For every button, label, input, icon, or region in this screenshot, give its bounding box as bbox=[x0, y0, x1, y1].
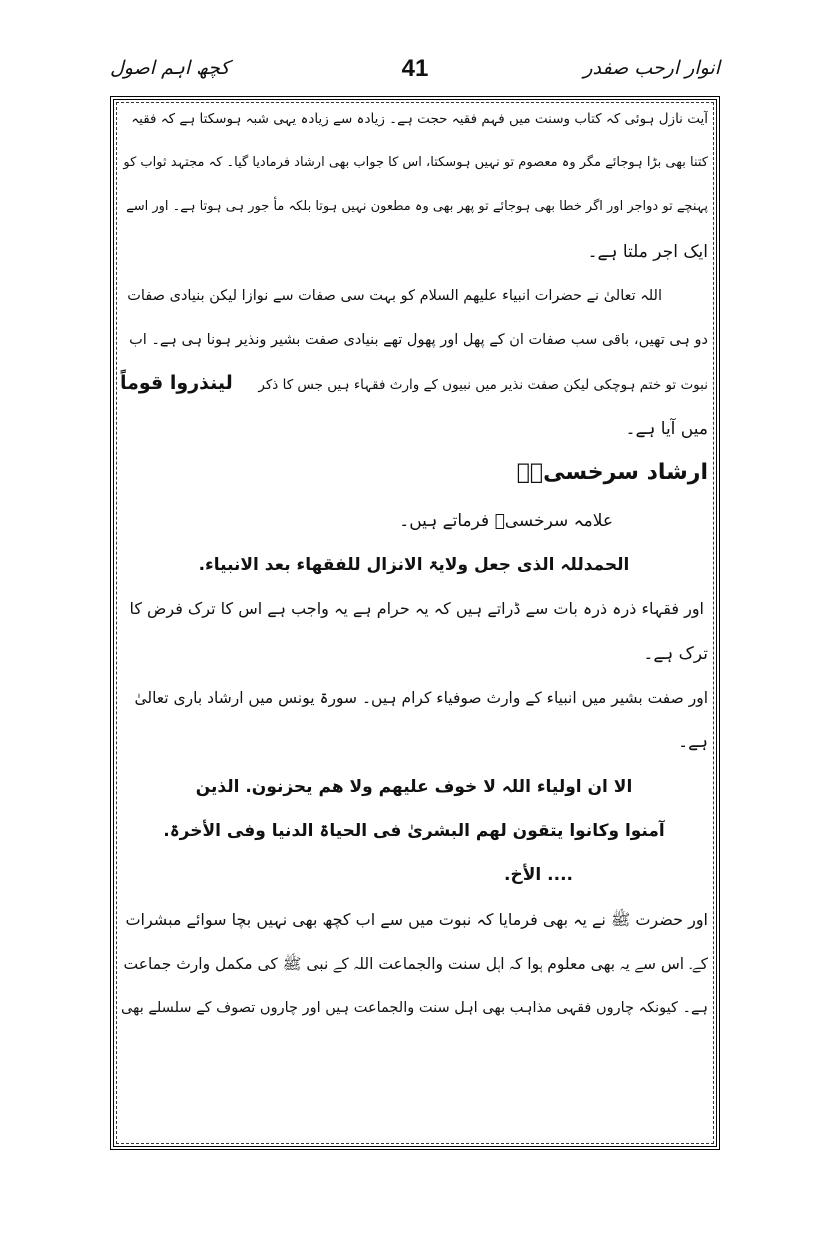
section-heading: ارشاد سرخسیؒ۔ bbox=[516, 460, 708, 485]
arabic-quote: آمنوا وکانوا یتقون لھم البشریٰ فی الحیاۃ الدنیا وفی الأخرۃ. bbox=[163, 821, 665, 841]
text-line: نبوت تو ختم ہوچکی لیکن صفت نذیر میں نبیوں کے وارث فقہاء ہیں جس کا ذکر bbox=[258, 377, 708, 393]
text-line: اللہ تعالیٰ نے حضرات انبیاء علیھم السلام کو بہت سی صفات سے نوازا لیکن بنیادی صفات bbox=[127, 288, 662, 304]
text-line: ترک ہے۔ bbox=[643, 644, 708, 664]
chapter-title: کچھ اہم اصول bbox=[110, 57, 230, 79]
text-line: میں آیا ہے۔ bbox=[625, 419, 708, 439]
page-body bbox=[120, 102, 708, 1138]
text-line: کے۔ اس سے یہ بھی معلوم ہوا کہ اہل سنت والجماعت اللہ کے نبی ﷺ کی مکمل وارث جماعت bbox=[123, 955, 708, 973]
text-line: آیت نازل ہوئی کہ کتاب وسنت میں فہم فقیہ حجت ہے۔ زیادہ سے زیادہ یہی شبہ ہوسکتا ہے کہ فقیہ bbox=[131, 111, 708, 127]
text-line: ایک اجر ملتا ہے۔ bbox=[587, 242, 708, 262]
arabic-quote: الحمدللہ الذی جعل ولایۃ الانزال للفقھاء بعد الانبیاء. bbox=[198, 555, 630, 575]
text-line: دو ہی تھیں، باقی سب صفات ان کے پھل اور پھول تھے بنیادی صفت بشیر ونذیر ہونا ہی ہے۔ اب bbox=[129, 332, 708, 348]
text-line: اور حضرت ﷺ نے یہ بھی فرمایا کہ نبوت میں سے اب کچھ بھی نہیں بچا سوائے مبشرات bbox=[125, 910, 708, 929]
text-line: علامہ سرخسیؒ فرماتے ہیں۔ bbox=[399, 511, 613, 531]
text-line: ہے۔ bbox=[678, 732, 708, 752]
page-header bbox=[110, 55, 720, 95]
text-line: ہے۔ کیونکہ چاروں فقہی مذاہب بھی اہل سنت والجماعت ہیں اور چاروں تصوف کے سلسلے بھی bbox=[120, 1000, 708, 1016]
text-line: کتنا بھی بڑا ہوجائے مگر وہ معصوم تو نہیں ہوسکتا، اس کا جواب بھی ارشاد فرمادیا گیا۔ کہ مجتہد ثواب کو bbox=[123, 155, 708, 170]
book-title: انوار ارحب صفدر bbox=[583, 57, 720, 79]
arabic-quote: .... الأخ. bbox=[504, 865, 573, 885]
text-line: پہنچے تو دواجر اور اگر خطا بھی ہوجائے تو پھر بھی وہ مطعون نہیں ہوتا بلکہ مأ جور ہی ہوتا ہے۔ اور اسے bbox=[126, 199, 708, 214]
page-number: 41 bbox=[401, 55, 429, 82]
quranic-phrase: لینذروا قوماً bbox=[120, 372, 233, 394]
arabic-quote: الا ان اولیاء اللہ لا خوف علیھم ولا ھم یحزنون. الذین bbox=[195, 777, 633, 797]
text-line: اور فقہاء ذرہ ذرہ بات سے ڈراتے ہیں کہ یہ حرام ہے یہ واجب ہے اس کا ترک فرض کا bbox=[129, 599, 704, 618]
text-line: اور صفت بشیر میں انبیاء کے وارث صوفیاء کرام ہیں۔ سورۃ یونس میں ارشاد باری تعالیٰ bbox=[134, 689, 708, 707]
